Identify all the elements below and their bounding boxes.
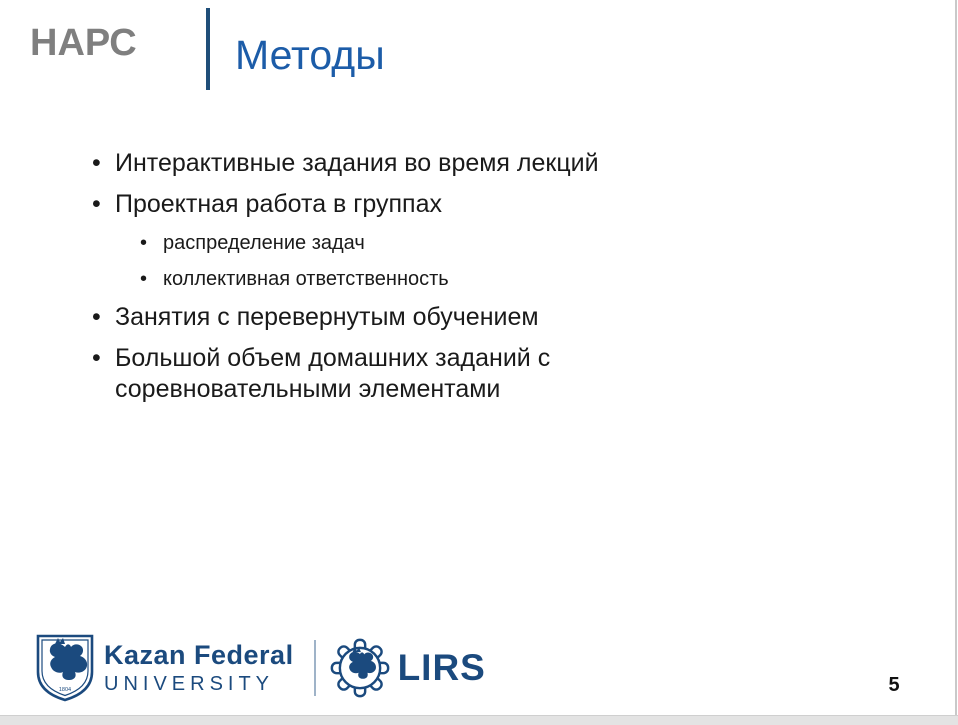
page-number: 5 <box>888 674 900 696</box>
kfu-year-text: 1804 <box>58 687 72 693</box>
bullet-item: • Занятия с перевернутым обучением <box>92 302 632 333</box>
bullet-list <box>92 148 632 415</box>
kfu-wordmark <box>104 642 294 694</box>
viewer-right-edge <box>955 0 957 715</box>
kfu-name-line2: UNIVERSITY <box>104 673 275 695</box>
bullet-item: • Проектная работа в группах <box>92 189 632 220</box>
title-accent-line <box>206 8 210 90</box>
slide-title: Методы <box>235 32 385 78</box>
kfu-shield-logo-icon <box>35 634 95 702</box>
sub-bullet-item: • коллективная ответственность <box>140 266 632 292</box>
bullet-item: • Интерактивные задания во время лекций <box>92 148 632 179</box>
viewer-bottom-band <box>0 715 958 725</box>
lirs-wordmark: LIRS <box>397 647 486 688</box>
sub-bullet-item: • распределение задач <box>140 230 632 256</box>
kfu-name-line1: Kazan Federal <box>104 640 294 670</box>
bullet-item: • Большой объем домашних заданий с соревновательными элементами <box>92 343 632 405</box>
footer-logos <box>35 633 486 703</box>
lirs-gear-logo-icon <box>330 637 390 699</box>
footer-divider <box>314 640 316 696</box>
course-logo-text: НАРС <box>30 22 137 64</box>
